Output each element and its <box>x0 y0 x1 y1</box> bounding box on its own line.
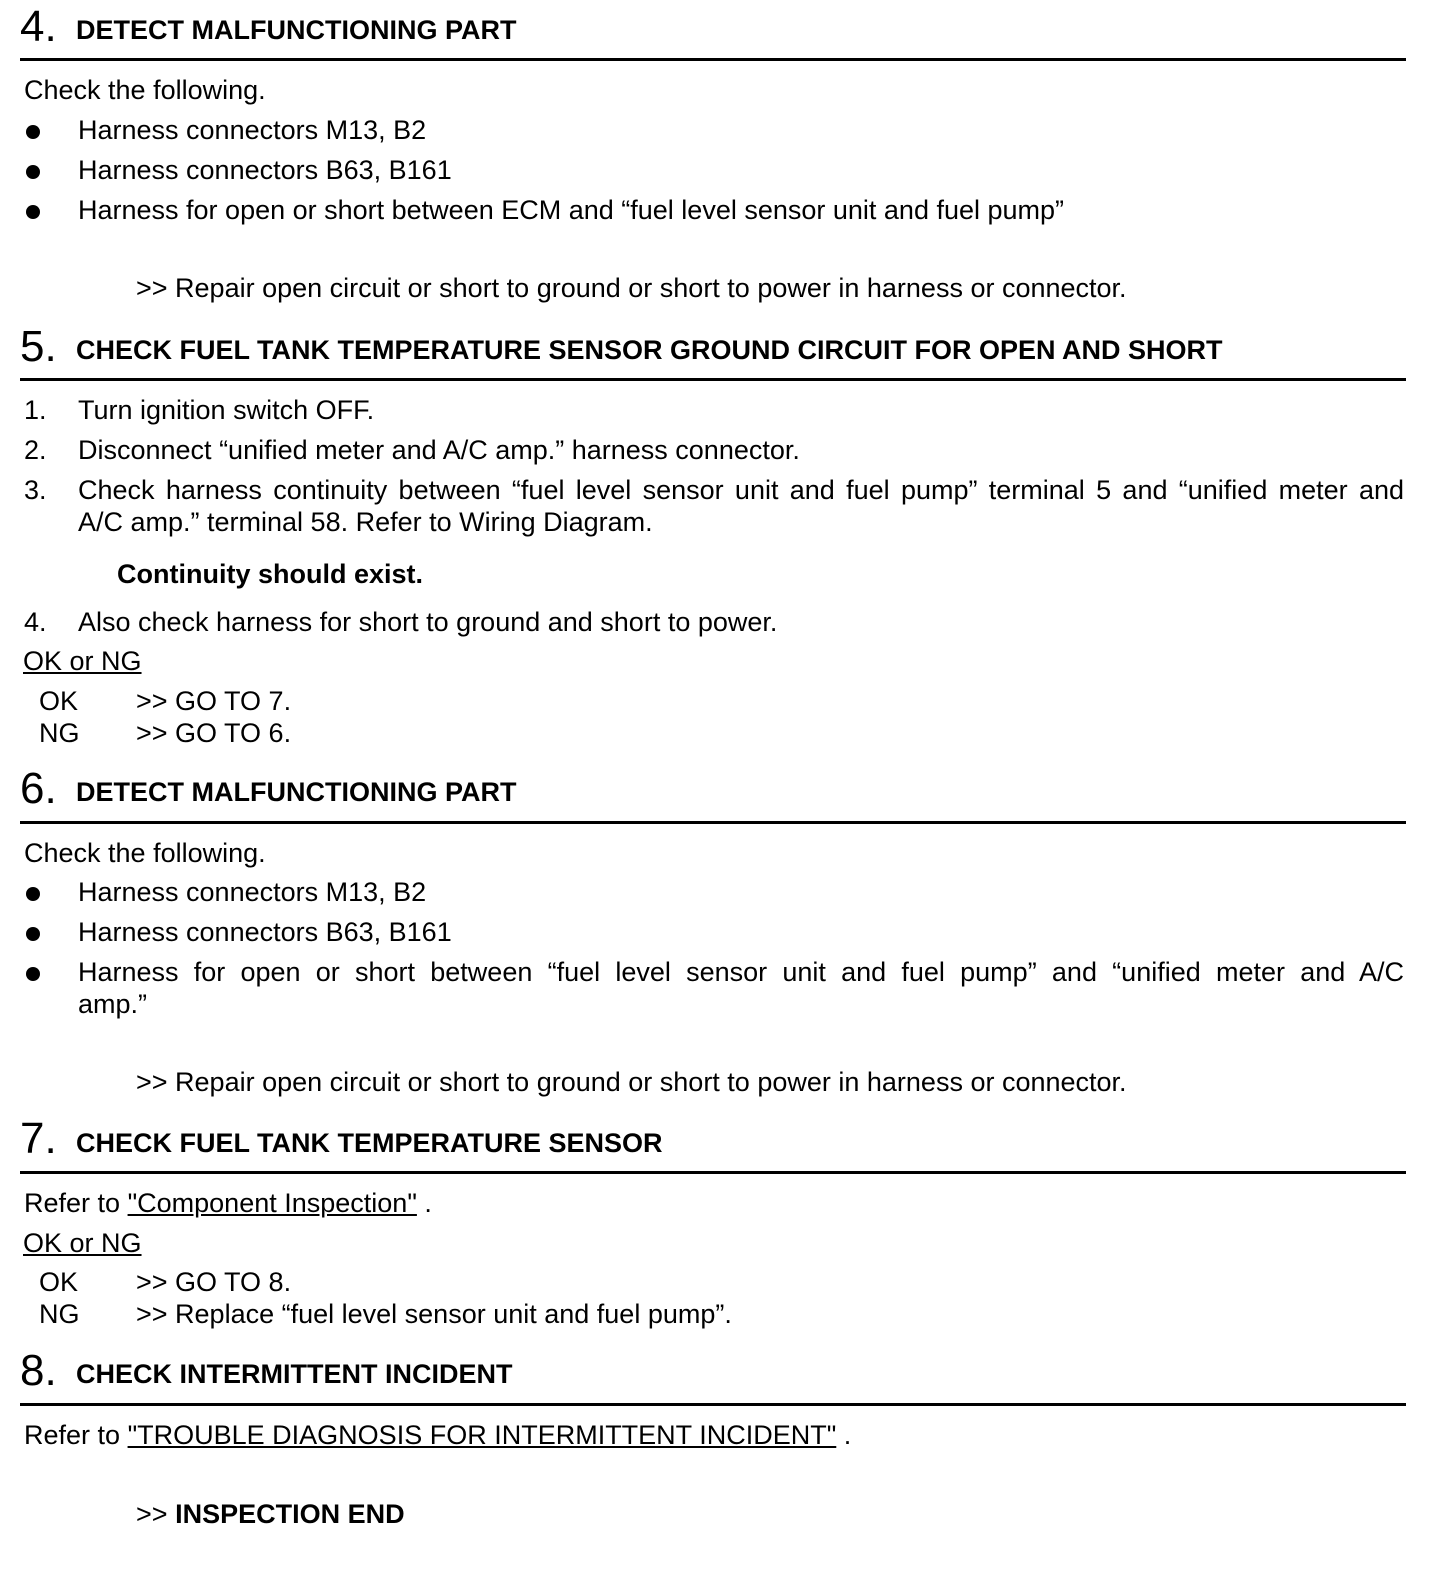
section-4-item-2: Harness connectors B63, B161 <box>78 155 452 185</box>
step-number: 4. <box>24 607 47 637</box>
continuity-spec: Continuity should exist. <box>117 559 424 589</box>
step-text-continued: A/C amp.” terminal 58. Refer to Wiring Diagram. <box>78 507 653 537</box>
section-6-item-3-continued: amp.” <box>78 989 148 1019</box>
section-7-title: CHECK FUEL TANK TEMPERATURE SENSOR <box>76 1128 663 1158</box>
section-6-divider <box>20 821 1406 824</box>
section-6-title: DETECT MALFUNCTIONING PART <box>76 777 517 807</box>
step-text: Turn ignition switch OFF. <box>78 395 375 425</box>
section-4-number: 4. <box>20 2 57 51</box>
ng-action: >> GO TO 6. <box>136 718 292 748</box>
section-6-number: 6. <box>20 764 57 813</box>
section-6-item-3: Harness for open or short between “fuel level sensor unit and fuel pump” and “unified meter and A/C <box>78 957 1404 987</box>
section-5-divider <box>20 378 1406 381</box>
component-inspection-link[interactable]: "Component Inspection" <box>127 1188 417 1218</box>
section-7-divider <box>20 1171 1406 1174</box>
section-6-intro: Check the following. <box>24 838 266 868</box>
bullet-icon <box>26 967 40 981</box>
section-6-item-1: Harness connectors M13, B2 <box>78 877 427 907</box>
step-text: Also check harness for short to ground and short to power. <box>78 607 778 637</box>
step-number: 1. <box>24 395 47 425</box>
inspection-end <box>136 1498 405 1530</box>
step-text: Check harness continuity between “fuel level sensor unit and fuel pump” terminal 5 and “unified meter and <box>78 475 1404 505</box>
refer-prefix: Refer to <box>24 1420 121 1450</box>
step-number: 3. <box>24 475 47 505</box>
inspection-end-label: INSPECTION END <box>175 1499 405 1529</box>
section-7-number: 7. <box>20 1114 57 1163</box>
step-text: Disconnect “unified meter and A/C amp.” harness connector. <box>78 435 800 465</box>
section-4-intro: Check the following. <box>24 75 266 105</box>
section-4-item-1: Harness connectors M13, B2 <box>78 115 427 145</box>
refer-suffix: . <box>424 1188 432 1218</box>
refer-suffix: . <box>843 1420 852 1450</box>
section-6-action: >> Repair open circuit or short to ground or short to power in harness or connector. <box>136 1067 1127 1097</box>
bullet-icon <box>26 205 40 219</box>
section-5-title: CHECK FUEL TANK TEMPERATURE SENSOR GROUND CIRCUIT FOR OPEN AND SHORT <box>76 335 1223 365</box>
ng-label: NG <box>39 718 80 748</box>
section-8-title: CHECK INTERMITTENT INCIDENT <box>76 1359 513 1389</box>
section-8-number: 8. <box>20 1346 57 1395</box>
ok-action: >> GO TO 8. <box>136 1267 292 1297</box>
inspection-end-arrows: >> <box>136 1499 168 1529</box>
section-6-item-2: Harness connectors B63, B161 <box>78 917 452 947</box>
refer-line <box>24 1419 851 1451</box>
section-5-number: 5. <box>20 322 57 371</box>
ok-label: OK <box>39 1267 79 1297</box>
bullet-icon <box>26 165 40 179</box>
ok-label: OK <box>39 686 79 716</box>
refer-prefix: Refer to <box>24 1188 121 1218</box>
ok-ng-heading: OK or NG <box>23 646 142 676</box>
trouble-diagnosis-link[interactable]: "TROUBLE DIAGNOSIS FOR INTERMITTENT INCIDENT" <box>127 1420 837 1450</box>
step-number: 2. <box>24 435 47 465</box>
ok-action: >> GO TO 7. <box>136 686 292 716</box>
section-4-action: >> Repair open circuit or short to ground or short to power in harness or connector. <box>136 273 1127 303</box>
refer-line <box>24 1187 432 1219</box>
bullet-icon <box>26 125 40 139</box>
section-4-item-3: Harness for open or short between ECM and “fuel level sensor unit and fuel pump” <box>78 195 1065 225</box>
ok-ng-heading: OK or NG <box>23 1228 142 1258</box>
ng-action: >> Replace “fuel level sensor unit and fuel pump”. <box>136 1299 732 1329</box>
bullet-icon <box>26 887 40 901</box>
section-8-divider <box>20 1403 1406 1406</box>
section-4-divider <box>20 58 1406 61</box>
bullet-icon <box>26 927 40 941</box>
ng-label: NG <box>39 1299 80 1329</box>
section-4-title: DETECT MALFUNCTIONING PART <box>76 15 517 45</box>
